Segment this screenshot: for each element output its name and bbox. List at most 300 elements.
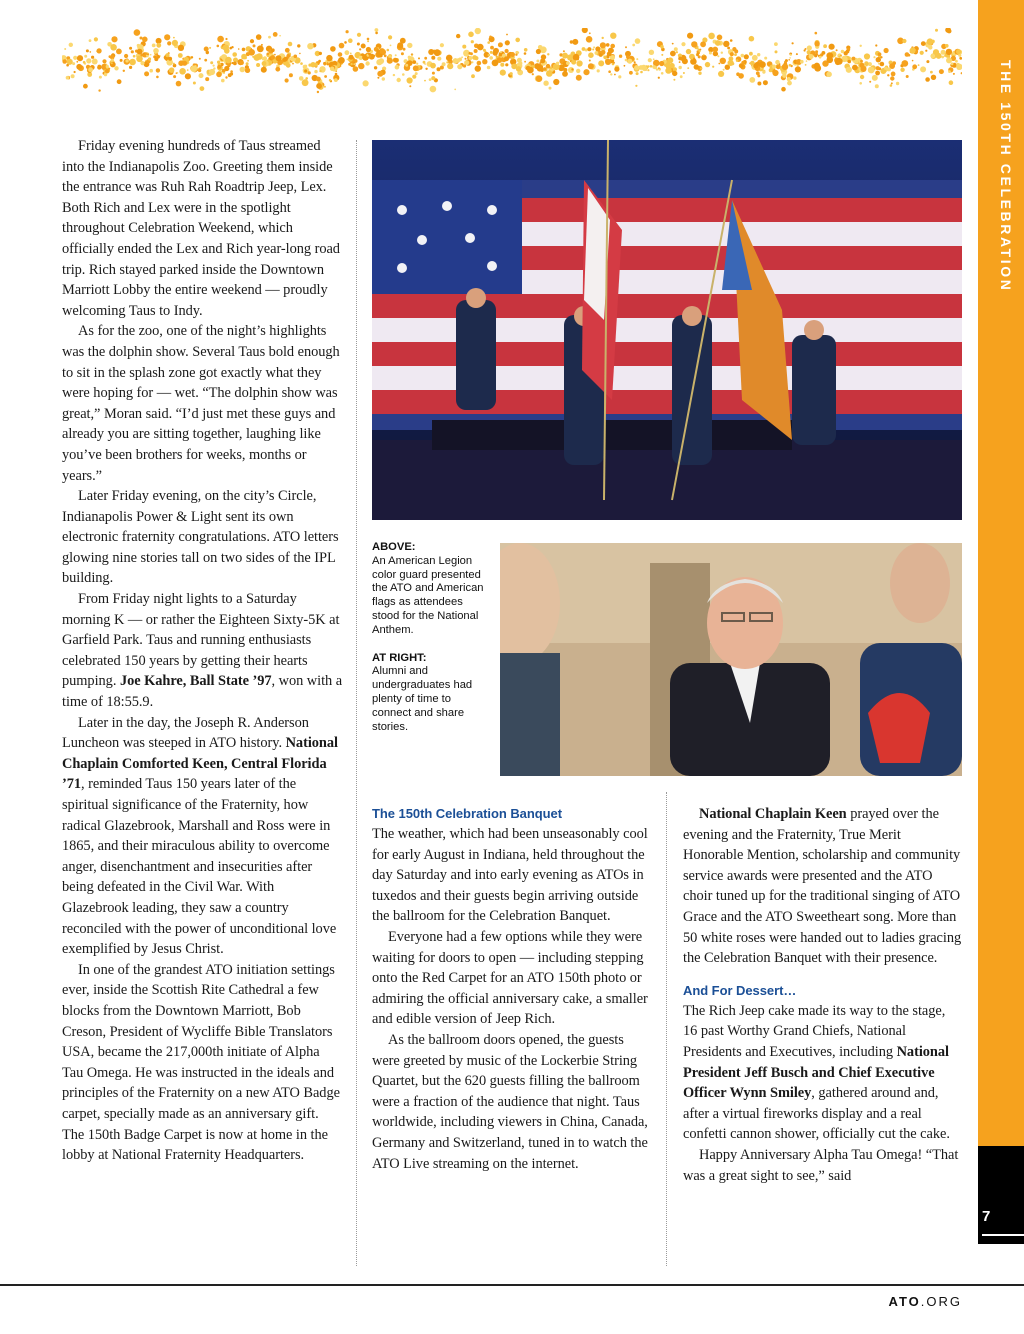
confetti-dot [875, 71, 880, 76]
confetti-dot [505, 49, 509, 53]
confetti-dot [240, 61, 244, 65]
confetti-dot [232, 52, 237, 57]
confetti-dot [869, 81, 871, 83]
confetti-dot [753, 64, 758, 69]
confetti-dot [697, 50, 699, 52]
confetti-dot [124, 54, 128, 58]
confetti-dot [918, 64, 920, 66]
confetti-dot [838, 56, 840, 58]
confetti-dot [111, 59, 114, 62]
confetti-dot [84, 55, 87, 58]
article-column-3 [683, 804, 963, 1186]
confetti-dot [891, 82, 893, 84]
confetti-dot [178, 45, 184, 51]
confetti-dot [424, 57, 427, 60]
confetti-dot [114, 66, 118, 70]
confetti-dot [418, 57, 420, 59]
confetti-dot [826, 72, 832, 78]
confetti-dot [902, 60, 909, 67]
confetti-dot [241, 54, 247, 60]
confetti-dot [600, 42, 606, 48]
confetti-dot [757, 82, 761, 86]
confetti-dot [809, 54, 814, 59]
confetti-dot [329, 79, 331, 81]
confetti-dot [864, 53, 870, 59]
paragraph: From Friday night lights to a Saturday morning K — or rather the Eighteen Sixty-5K at Garfield Park. Taus and running enthusiasts celebrated 150 years by getting their hearts pumping. Joe Kahre, Ball State ’97, won with a time of 18:55.9. [62, 591, 343, 711]
confetti-dot [437, 67, 441, 71]
confetti-dot [756, 71, 760, 75]
confetti-dot [437, 57, 441, 61]
confetti-dot [129, 66, 132, 69]
confetti-dot [431, 76, 435, 80]
confetti-dot [431, 56, 435, 60]
confetti-dot [199, 58, 201, 60]
confetti-dot [246, 62, 249, 65]
confetti-dot [490, 51, 493, 54]
confetti-dot [412, 60, 416, 64]
confetti-dot [377, 77, 379, 79]
confetti-dot [434, 49, 441, 56]
confetti-dot [405, 64, 408, 67]
confetti-dot [156, 43, 161, 48]
confetti-dot [397, 42, 403, 48]
confetti-dot [468, 32, 474, 38]
confetti-dot [890, 84, 893, 87]
confetti-dot [316, 83, 322, 89]
photo-captions [372, 541, 490, 734]
confetti-dot [245, 68, 250, 73]
confetti-dot [945, 44, 949, 48]
confetti-dot [164, 34, 170, 40]
confetti-dot [257, 45, 264, 52]
confetti-dot [349, 55, 354, 60]
confetti-dot [468, 56, 472, 60]
confetti-dot [693, 57, 695, 59]
confetti-dot [62, 59, 67, 64]
confetti-dot [598, 60, 604, 66]
confetti-dot [587, 47, 591, 51]
confetti-dot [361, 44, 366, 49]
confetti-dot [382, 77, 385, 80]
confetti-dot [346, 30, 349, 33]
confetti-dot [308, 64, 311, 67]
confetti-dot [906, 75, 909, 78]
article-column-2 [372, 804, 654, 1174]
confetti-dot [640, 71, 643, 74]
confetti-dot [367, 40, 369, 42]
confetti-dot [500, 51, 502, 53]
confetti-dot [394, 58, 399, 63]
confetti-dot [681, 42, 685, 46]
confetti-dot [859, 82, 862, 85]
confetti-dot [225, 76, 227, 78]
confetti-dot [268, 36, 271, 39]
confetti-dot [357, 43, 360, 46]
confetti-dot [588, 52, 594, 58]
confetti-dot [619, 55, 622, 58]
paragraph: Friday evening hundreds of Taus streamed into the Indianapolis Zoo. Greeting them inside the entrance was Ruh Rah Roadtrip Jeep, Lex. Both Rich and Lex were in the spotlight throughout Celebration Weekend, which officially ended the Lex and Rich year-long road trip. Rich stayed parked inside the Downtown Marriott Lobby the entire weekend — proudly welcoming Taus to Indy. [62, 138, 340, 319]
confetti-dot [173, 75, 176, 78]
confetti-dot [225, 38, 227, 40]
confetti-dot [553, 79, 559, 85]
confetti-dot [498, 42, 503, 47]
confetti-dot [549, 87, 552, 90]
confetti-dot [931, 75, 936, 80]
confetti-dot [749, 77, 755, 83]
confetti-dot [647, 69, 649, 71]
confetti-dot [727, 47, 730, 50]
confetti-dot [198, 69, 201, 72]
confetti-dot [324, 86, 326, 88]
confetti-dot [482, 59, 487, 64]
confetti-dot [487, 41, 490, 44]
confetti-dot [261, 67, 267, 73]
confetti-dot [442, 62, 446, 66]
confetti-dot [144, 71, 149, 76]
confetti-dot [536, 60, 539, 63]
confetti-dot [533, 65, 535, 67]
confetti-dot [167, 41, 171, 45]
confetti-dot [686, 49, 691, 54]
confetti-dot [489, 36, 492, 39]
confetti-dot [374, 66, 377, 69]
confetti-dot [597, 69, 600, 72]
confetti-dot [200, 86, 205, 91]
confetti-dot [880, 62, 885, 67]
confetti-dot [247, 60, 249, 62]
confetti-dot [475, 65, 481, 71]
confetti-dot [191, 56, 193, 58]
confetti-dot [297, 44, 300, 47]
confetti-dot [425, 68, 427, 70]
confetti-dot [142, 37, 148, 43]
confetti-dot [357, 33, 361, 37]
confetti-dot [505, 40, 510, 45]
confetti-dot [634, 65, 639, 70]
confetti-dot [156, 76, 159, 79]
confetti-dot [120, 59, 123, 62]
confetti-dot [285, 78, 289, 82]
confetti-dot [669, 63, 675, 69]
confetti-dot [718, 71, 724, 77]
confetti-dot [939, 69, 944, 74]
confetti-dot [379, 54, 383, 58]
confetti-dot [165, 53, 169, 57]
confetti-dot [682, 58, 688, 64]
confetti-dot [814, 41, 819, 46]
confetti-dot [860, 60, 863, 63]
confetti-dot [261, 44, 263, 46]
confetti-dot [772, 70, 778, 76]
confetti-dot [787, 77, 791, 81]
confetti-dot [920, 51, 924, 55]
confetti-dot [815, 32, 818, 35]
confetti-dot [483, 49, 486, 52]
confetti-dot [136, 56, 143, 63]
section-heading-banquet: The 150th Celebration Banquet [372, 806, 562, 821]
confetti-dot [595, 46, 600, 51]
confetti-dot [941, 56, 944, 59]
confetti-dot [861, 66, 867, 72]
confetti-dot [614, 67, 619, 72]
confetti-dot [789, 57, 791, 59]
confetti-dot [583, 69, 589, 75]
confetti-dot [841, 50, 844, 53]
section-heading-dessert: And For Dessert… [683, 982, 797, 998]
confetti-dot [66, 76, 70, 80]
confetti-dot [474, 49, 478, 53]
confetti-dot [721, 52, 723, 54]
confetti-dot [658, 67, 660, 69]
confetti-dot [634, 61, 636, 63]
article-column-1 [62, 136, 344, 1166]
confetti-dot [613, 62, 615, 64]
confetti-dot [776, 66, 778, 68]
confetti-dot [106, 65, 109, 68]
confetti-dot [576, 69, 580, 73]
confetti-dot [335, 73, 338, 76]
confetti-dot [823, 44, 827, 48]
confetti-dot [271, 48, 275, 52]
confetti-dot [593, 46, 595, 48]
confetti-dot [878, 52, 882, 56]
confetti-dot [488, 54, 491, 57]
confetti-dot [589, 32, 591, 34]
footer-website[interactable]: ATO.ORG [888, 1294, 962, 1309]
confetti-dot [314, 70, 317, 73]
paragraph: As the ballroom doors opened, the guests were greeted by music of the Lockerbie String Quartet, but the 620 guests filling the ballroom were a fraction of the audience that night. Taus worldwide, including viewers in China, Canada, Germany and Switzerland, tuned in to watch the ATO Live streaming on the internet. [372, 1031, 648, 1172]
confetti-dot [672, 71, 677, 76]
confetti-dot [429, 78, 432, 81]
confetti-dot [524, 48, 528, 52]
confetti-dot [465, 58, 467, 60]
confetti-dot [691, 41, 697, 47]
confetti-dot [873, 56, 875, 58]
confetti-dot [500, 70, 506, 76]
confetti-dot [98, 89, 100, 91]
confetti-dot [172, 40, 178, 46]
confetti-dot [661, 72, 664, 75]
confetti-dot [718, 63, 720, 65]
confetti-dot [730, 52, 734, 56]
paragraph: In one of the grandest ATO initiation settings ever, inside the Scottish Rite Cathedral a few blocks from the Downtown Marriott, Bob Creson, President of Wycliffe Bible Translators USA, became the 217,000th initiate of Alpha Tau Omega. He was instructed in the ideals and principles of the Fraternity on a new ATO Badge carpet, specially made as an anniversary gift. The 150th Badge Carpet is now at home in the lobby at National Fraternity Headquarters. [62, 961, 340, 1164]
confetti-dot [407, 77, 413, 83]
confetti-dot [814, 65, 821, 72]
confetti-dot [273, 32, 278, 37]
confetti-dot [168, 57, 172, 61]
confetti-dot [317, 91, 319, 93]
confetti-dot [90, 51, 92, 53]
confetti-dot [353, 66, 359, 72]
confetti-dot [775, 50, 778, 53]
confetti-dot [463, 64, 466, 67]
confetti-dot [782, 73, 787, 78]
confetti-dot [319, 70, 321, 72]
confetti-dot [949, 80, 954, 85]
confetti-dot [169, 67, 175, 73]
confetti-dot [428, 49, 434, 55]
confetti-dot [515, 38, 520, 43]
confetti-dot [305, 77, 308, 80]
confetti-dot [807, 45, 812, 50]
confetti-dot [797, 64, 799, 66]
confetti-dot [307, 43, 313, 49]
confetti-dot [807, 50, 811, 54]
confetti-dot [446, 55, 453, 62]
confetti-dot [876, 57, 881, 62]
confetti-dot [475, 28, 481, 34]
confetti-dot [806, 60, 808, 62]
confetti-dot [744, 54, 749, 59]
confetti-dot [790, 54, 792, 56]
confetti-dot [566, 61, 570, 65]
confetti-dot [430, 86, 437, 93]
paragraph: Later Friday evening, on the city’s Circle, Indianapolis Power & Light sent its own electronic fraternity congratulations. ATO letters glowing nine stories tall on two sides of the IPL building. [62, 488, 339, 587]
confetti-dot [344, 41, 347, 44]
confetti-dot [367, 38, 370, 41]
confetti-dot [338, 52, 343, 57]
confetti-dot [477, 61, 482, 66]
confetti-dot [401, 52, 404, 55]
confetti-dot [846, 50, 850, 54]
confetti-dot [440, 43, 444, 47]
confetti-dot [925, 50, 927, 52]
confetti-dot [749, 52, 753, 56]
confetti-dot [302, 79, 309, 86]
confetti-dot [589, 60, 591, 62]
confetti-dot [905, 52, 910, 57]
confetti-dot [562, 71, 568, 77]
confetti-dot [653, 58, 655, 60]
confetti-dot [72, 62, 75, 65]
confetti-dot [133, 55, 136, 58]
confetti-dot [635, 85, 637, 87]
confetti-dot [390, 45, 392, 47]
confetti-dot [610, 33, 616, 39]
confetti-dot [515, 54, 517, 56]
confetti-dot [741, 54, 745, 58]
confetti-dot [588, 63, 594, 69]
confetti-dot [627, 59, 632, 64]
confetti-dot [108, 68, 110, 70]
confetti-dot [573, 54, 580, 61]
confetti-dot [586, 36, 593, 43]
confetti-dot [289, 73, 293, 77]
confetti-dot [840, 55, 842, 57]
confetti-dot [536, 75, 543, 82]
confetti-dot [543, 81, 548, 86]
confetti-dot [955, 60, 958, 63]
confetti-dot [358, 63, 364, 69]
confetti-dot [629, 71, 633, 75]
confetti-dot [152, 44, 156, 48]
confetti-dot [556, 62, 559, 65]
confetti-dot [749, 36, 755, 42]
confetti-dot [324, 63, 326, 65]
confetti-dot [248, 49, 255, 56]
confetti-dot [953, 73, 955, 75]
confetti-dot [679, 61, 681, 63]
confetti-dot [292, 63, 294, 65]
confetti-dot [299, 53, 301, 55]
confetti-dot [546, 64, 551, 69]
confetti-dot [636, 58, 638, 60]
confetti-dot [88, 67, 93, 72]
confetti-dot [253, 44, 256, 47]
confetti-dot [896, 82, 899, 85]
confetti-dot [717, 35, 723, 41]
confetti-dot [876, 66, 880, 70]
confetti-dot [279, 35, 281, 37]
confetti-dot [652, 65, 656, 69]
confetti-dot [430, 63, 436, 69]
confetti-dot [326, 55, 332, 61]
confetti-dot [233, 62, 237, 66]
page-number-block [978, 1146, 1024, 1244]
confetti-dot [510, 52, 515, 57]
confetti-dot [625, 46, 627, 48]
confetti-dot [527, 67, 534, 74]
confetti-dot [880, 56, 882, 58]
confetti-dot [705, 62, 710, 67]
confetti-dot [153, 55, 156, 58]
confetti-dot [660, 45, 664, 49]
confetti-dot [276, 55, 282, 61]
confetti-dot [930, 71, 933, 74]
confetti-dot [819, 56, 822, 59]
confetti-dot [388, 35, 392, 39]
confetti-dot [456, 34, 460, 38]
confetti-dot [648, 58, 652, 62]
confetti-dot [477, 44, 484, 51]
confetti-dot [223, 45, 229, 51]
confetti-dot [912, 60, 914, 62]
confetti-dot [94, 37, 98, 41]
confetti-dot [267, 53, 270, 56]
confetti-dot [900, 68, 904, 72]
confetti-dot [509, 72, 512, 75]
confetti-dot [377, 71, 383, 77]
confetti-dot [546, 70, 553, 77]
confetti-dot [327, 64, 329, 66]
confetti-dot [185, 73, 191, 79]
confetti-dot [262, 61, 267, 66]
confetti-dot [641, 65, 646, 70]
confetti-dot [274, 54, 276, 56]
confetti-dot [250, 39, 254, 43]
confetti-dot [150, 54, 152, 56]
confetti-dot [921, 41, 926, 46]
confetti-dot [314, 63, 318, 67]
confetti-dot [887, 67, 891, 71]
confetti-dot [577, 60, 583, 66]
confetti-dot [672, 43, 674, 45]
confetti-dot [99, 76, 102, 79]
confetti-dot [679, 66, 682, 69]
confetti-dot [147, 53, 149, 55]
confetti-dot [715, 40, 721, 46]
confetti-dot [210, 61, 213, 64]
confetti-dot [902, 39, 906, 43]
confetti-dot [669, 68, 671, 70]
confetti-dot [547, 53, 549, 55]
confetti-dot [275, 67, 280, 72]
confetti-dot [687, 33, 693, 39]
confetti-dot [846, 67, 852, 73]
confetti-dot [774, 42, 778, 46]
confetti-dot [308, 71, 311, 74]
confetti-dot [687, 67, 689, 69]
